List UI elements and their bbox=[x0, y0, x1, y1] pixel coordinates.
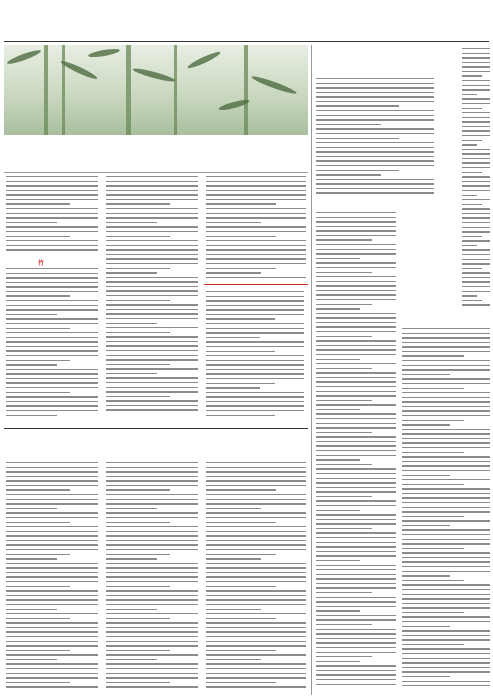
headline-underline bbox=[4, 172, 308, 173]
side-article-col-b bbox=[402, 328, 490, 694]
section-divider bbox=[4, 428, 308, 429]
middle-article-column-2 bbox=[106, 462, 198, 694]
top-article-column-2 bbox=[106, 176, 198, 420]
middle-article-column-3 bbox=[206, 462, 306, 694]
bamboo-illustration bbox=[4, 45, 308, 135]
top-article-column-3 bbox=[206, 176, 306, 280]
masthead bbox=[0, 0, 493, 44]
side-article-intro bbox=[316, 78, 434, 196]
side-article-headline bbox=[440, 56, 458, 246]
subhead-bamboo: 竹 bbox=[38, 260, 45, 267]
column-divider bbox=[311, 45, 312, 695]
middle-article-column-1 bbox=[6, 462, 98, 694]
side-article-right-column bbox=[462, 48, 490, 313]
column-3-box-text bbox=[206, 291, 304, 419]
top-article-column-1 bbox=[6, 176, 98, 254]
side-article-col-a bbox=[316, 212, 396, 694]
bamboo-photo bbox=[4, 45, 308, 135]
masthead-rule bbox=[4, 41, 489, 42]
column-3-box bbox=[204, 284, 308, 421]
top-article-column-1b bbox=[6, 268, 98, 420]
